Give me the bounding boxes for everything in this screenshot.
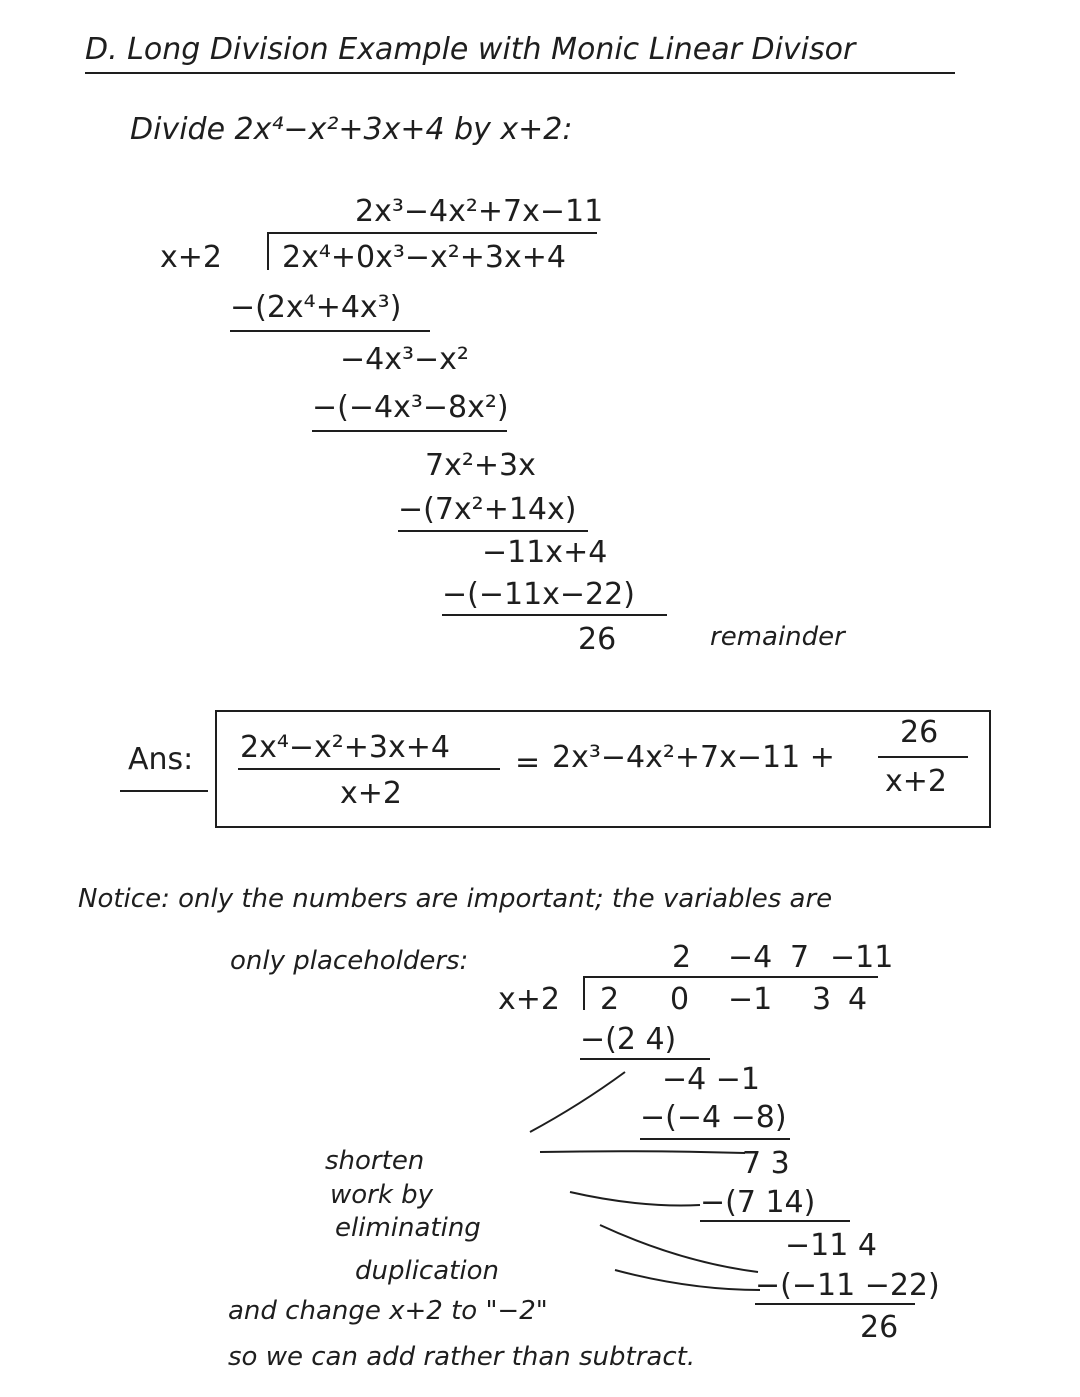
coef-quotient-1: 2 bbox=[672, 940, 692, 975]
answer-lhs-denominator: x+2 bbox=[340, 776, 402, 811]
difference-1: −4x³−x² bbox=[340, 342, 469, 377]
notice-line-1: Notice: only the numbers are important; the variables are bbox=[78, 884, 833, 914]
pointer-stroke-3 bbox=[570, 1192, 700, 1205]
pointer-stroke-5 bbox=[615, 1270, 760, 1290]
difference-2: 7x²+3x bbox=[425, 448, 536, 483]
subtract-step-1: −(2x⁴+4x³) bbox=[230, 290, 402, 325]
coef-row-7: −(−11 −22) bbox=[755, 1268, 940, 1303]
side-note-line-4: duplication bbox=[355, 1256, 499, 1286]
answer-rhs-denominator: x+2 bbox=[885, 764, 947, 799]
pointer-stroke-1 bbox=[530, 1072, 625, 1132]
coef-dividend-1: 2 bbox=[600, 982, 620, 1017]
coef-row-1: −(2 4) bbox=[580, 1022, 677, 1057]
answer-lhs-numerator: 2x⁴−x²+3x+4 bbox=[240, 730, 450, 765]
coef-row-4: 7 3 bbox=[742, 1146, 790, 1181]
side-note-line-6: so we can add rather than subtract. bbox=[228, 1342, 696, 1372]
coef-quotient-4: −11 bbox=[830, 940, 894, 975]
coef-quotient-2: −4 bbox=[728, 940, 773, 975]
subtract-step-2: −(−4x³−8x²) bbox=[312, 390, 509, 425]
coef-dividend-5: 4 bbox=[848, 982, 868, 1017]
answer-rhs-polynomial: 2x³−4x²+7x−11 + bbox=[552, 740, 835, 775]
coef-row-6: −11 4 bbox=[785, 1228, 877, 1263]
remainder-value: 26 bbox=[578, 622, 617, 657]
coef-row-2: −4 −1 bbox=[662, 1062, 760, 1097]
dividend: 2x⁴+0x³−x²+3x+4 bbox=[282, 240, 566, 275]
answer-rhs-numerator: 26 bbox=[900, 715, 939, 750]
divisor: x+2 bbox=[160, 240, 222, 275]
problem-statement: Divide 2x⁴−x²+3x+4 by x+2: bbox=[130, 112, 573, 147]
answer-equals: = bbox=[515, 745, 541, 780]
side-note-line-2: work by bbox=[330, 1180, 434, 1210]
answer-label: Ans: bbox=[128, 742, 194, 777]
difference-3: −11x+4 bbox=[482, 535, 608, 570]
side-note-line-3: eliminating bbox=[335, 1213, 481, 1243]
side-note-line-1: shorten bbox=[325, 1146, 425, 1176]
quotient: 2x³−4x²+7x−11 bbox=[355, 194, 604, 229]
coef-dividend-2: 0 bbox=[670, 982, 690, 1017]
remainder-label: remainder bbox=[710, 622, 845, 652]
pointer-stroke-2 bbox=[540, 1151, 745, 1153]
coef-divisor: x+2 bbox=[498, 982, 560, 1017]
coef-quotient-3: 7 bbox=[790, 940, 810, 975]
coef-dividend-4: 3 bbox=[812, 982, 832, 1017]
subtract-step-4: −(−11x−22) bbox=[442, 577, 635, 612]
coef-row-5: −(7 14) bbox=[700, 1185, 816, 1220]
coef-row-3: −(−4 −8) bbox=[640, 1100, 787, 1135]
coef-remainder: 26 bbox=[860, 1310, 899, 1345]
notice-line-2: only placeholders: bbox=[230, 946, 469, 976]
coef-dividend-3: −1 bbox=[728, 982, 773, 1017]
page-title: D. Long Division Example with Monic Linear Divisor bbox=[85, 32, 856, 67]
pointer-stroke-4 bbox=[600, 1225, 758, 1272]
side-note-line-5: and change x+2 to "−2" bbox=[228, 1296, 548, 1326]
subtract-step-3: −(7x²+14x) bbox=[398, 492, 577, 527]
